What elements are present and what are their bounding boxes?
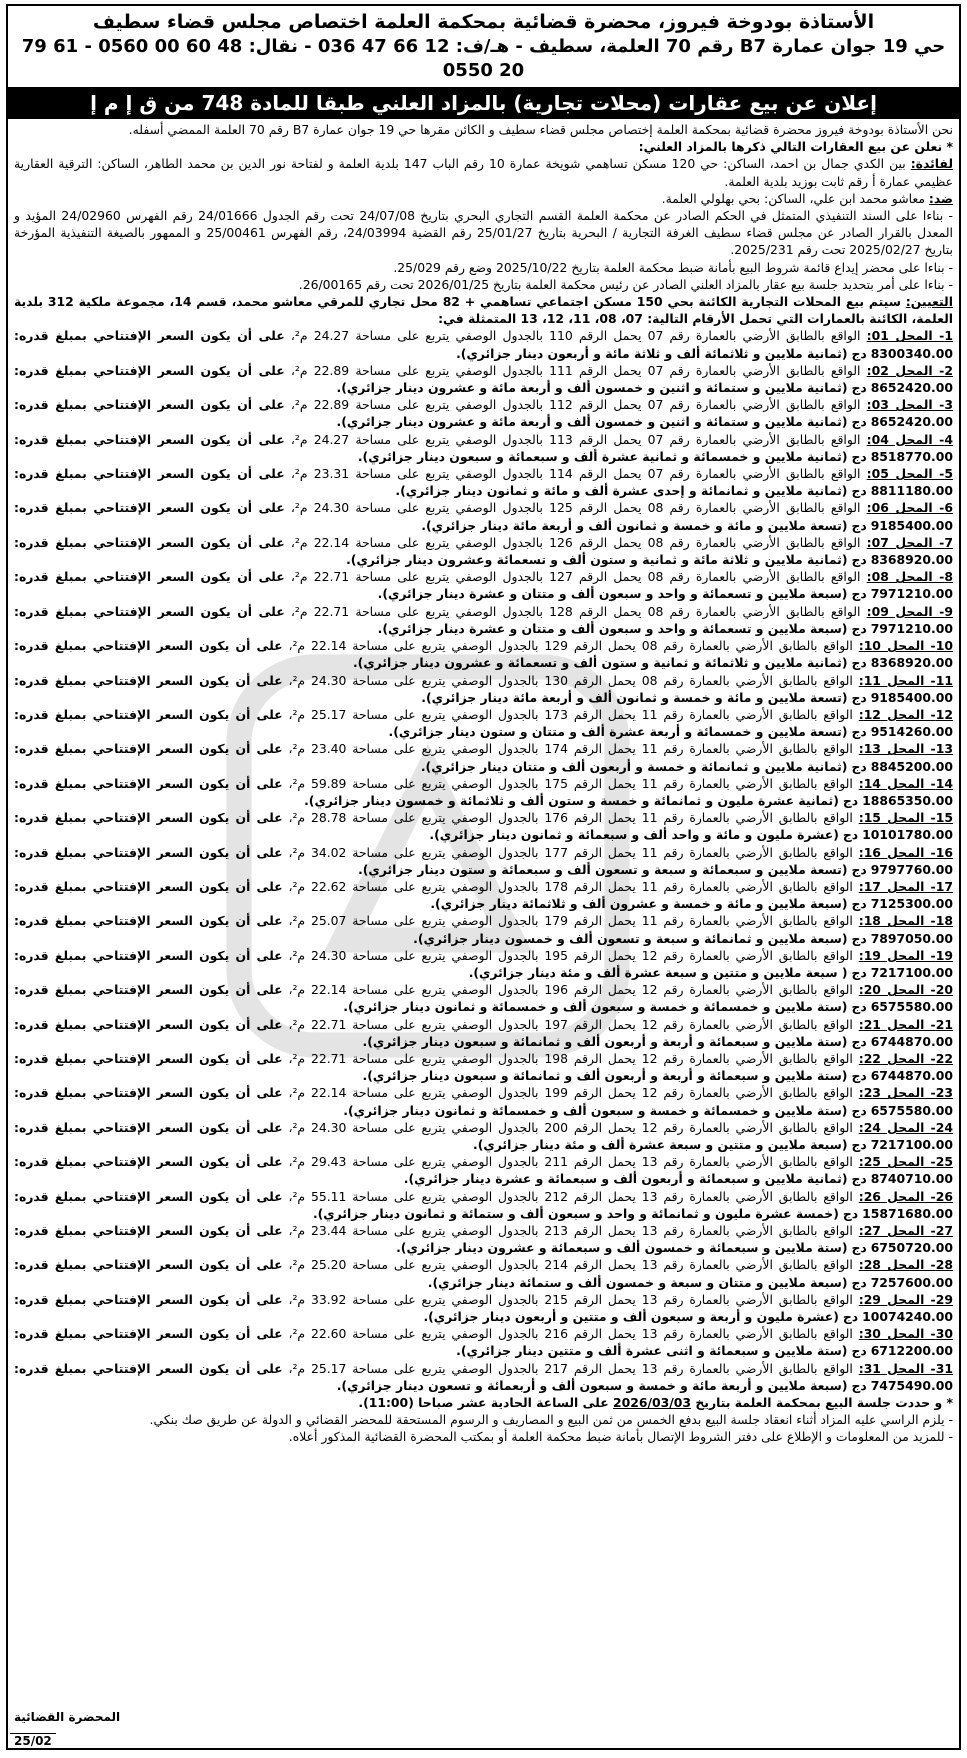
lot-item: [14, 740, 953, 774]
lot-description: الواقع بالطابق الأرضي بالعمارة رقم 07 يحمل الرقم 113 بالجدول الوصفي يتربع على مساحة 24.27 م²،: [290, 431, 861, 447]
lot-label: 31- المحل 31:: [858, 1360, 953, 1376]
lot-amount: 7475490.00: [870, 1377, 953, 1393]
lot-amount-words: (ستة ملايين و خمسمائة و خمسة و سبعون ألف و خمسمائة و ثمانون دينار جزائري).: [343, 999, 848, 1015]
lot-currency: دج: [851, 655, 867, 671]
lot-currency: دج: [851, 1171, 867, 1187]
lot-currency: دج: [851, 517, 867, 533]
lot-item: [14, 672, 953, 706]
lot-description: الواقع بالطابق الأرضي بالعمارة رقم 11 يحمل الرقم 176 بالجدول الوصفي يتربع على مساحة 28.78 م²،: [288, 810, 853, 826]
lot-item: [14, 1188, 953, 1222]
lot-item: [14, 878, 953, 912]
lot-description: الواقع بالطابق الأرضي بالعمارة رقم 11 يحمل الرقم 175 بالجدول الوصفي يتربع على مساحة 59.89 م²،: [288, 775, 853, 791]
lot-price-intro: على أن يكون السعر الإفتتاحي بمبلغ قدره:: [14, 328, 285, 344]
lot-item: [14, 431, 953, 465]
lot-label: 7- المحل 07:: [866, 534, 953, 550]
lot-amount: 6575580.00: [870, 999, 953, 1015]
lot-description: الواقع بالطابق الأرضي بالعمارة رقم 11 يحمل الرقم 178 بالجدول الوصفي يتربع على مساحة 22.62 م²،: [288, 878, 853, 894]
lot-amount-words: (سبعة ملايين و أربعة مائة و خمسة و سبعون ألف و أربعمائة و تسعون دينار جزائري).: [336, 1377, 848, 1393]
lot-currency: دج: [851, 1343, 867, 1359]
lot-amount: 8368920.00: [870, 655, 953, 671]
lot-item: [14, 1050, 953, 1084]
lot-price-intro: على أن يكون السعر الإفتتاحي بمبلغ قدره:: [14, 431, 285, 447]
lot-price-intro: على أن يكون السعر الإفتتاحي بمبلغ قدره:: [14, 706, 283, 722]
lot-description: الواقع بالطابق الأرضي بالعمارة رقم 12 يحمل الرقم 199 بالجدول الوصفي يتربع على مساحة 22.14 م²،: [288, 1085, 853, 1101]
lot-price-intro: على أن يكون السعر الإفتتاحي بمبلغ قدره:: [14, 1085, 283, 1101]
lot-item: [14, 809, 953, 843]
lot-label: 14- المحل 14:: [858, 775, 953, 791]
lot-label: 1- المحل 01:: [866, 328, 953, 344]
designation-paragraph: [14, 293, 953, 327]
lot-amount-words: (ستة ملايين و خمسمائة و خمسة و سبعون ألف و خمسمائة و ثمانون دينار جزائري).: [343, 1102, 848, 1118]
lot-price-intro: على أن يكون السعر الإفتتاحي بمبلغ قدره:: [14, 362, 285, 378]
lot-amount-words: (ثمانية ملايين و ستمائة و اثنين و خمسون ألف و أربعة مائة و عشرون دينار جزائري).: [336, 414, 848, 430]
session-pre: * و حددت جلسة البيع بمحكمة العلمة بتاريخ: [695, 1395, 953, 1411]
lot-amount-words: (خمسة عشرة مليون و ثمانمائة و واحد و سبعون ألف و ستمائة و ثمانون دينار جزائري).: [312, 1205, 839, 1221]
lot-amount-words: (ثمانية ملايين و ستمائة و اثنين و خمسون ألف و أربعة مائة و عشرون دينار جزائري).: [336, 380, 848, 396]
lot-description: الواقع بالطابق الأرضي بالعمارة رقم 08 يحمل الرقم 126 بالجدول الوصفي يتربع على مساحة 22.14 م²،: [290, 534, 861, 550]
lot-label: 28- المحل 28:: [858, 1257, 953, 1273]
lot-description: الواقع بالطابق الأرضي بالعمارة رقم 11 يحمل الرقم 177 بالجدول الوصفي يتربع على مساحة 34.02 م²،: [288, 844, 853, 860]
lot-description: الواقع بالطابق الأرضي بالعمارة رقم 08 يحمل الرقم 130 بالجدول الوصفي يتربع على مساحة 24.30 م²،: [288, 672, 853, 688]
lot-price-intro: على أن يكون السعر الإفتتاحي بمبلغ قدره:: [14, 672, 283, 688]
lot-label: 3- المحل 03:: [866, 397, 953, 413]
lot-currency: دج: [842, 1205, 859, 1221]
lot-amount: 7217100.00: [870, 1136, 953, 1152]
against-label: ضد:: [928, 190, 953, 206]
lot-label: 9- المحل 09:: [866, 603, 953, 619]
lot-amount-words: (ثمانية ملايين و خمسمائة و ثمانية عشرة ألف و سبعمائة و سبعون دينار جزائري).: [357, 448, 848, 464]
lot-price-intro: على أن يكون السعر الإفتتاحي بمبلغ قدره:: [14, 1154, 283, 1170]
lot-currency: دج: [851, 861, 867, 877]
lot-price-intro: على أن يكون السعر الإفتتاحي بمبلغ قدره:: [14, 810, 283, 826]
lot-currency: دج: [851, 758, 867, 774]
lot-amount: 9514260.00: [870, 724, 953, 740]
lot-description: الواقع بالطابق الأرضي بالعمارة رقم 07 يحمل الرقم 112 بالجدول الوصفي يتربع على مساحة 22.89 م²،: [290, 397, 861, 413]
lot-label: 4- المحل 04:: [866, 431, 953, 447]
lot-price-intro: على أن يكون السعر الإفتتاحي بمبلغ قدره:: [14, 569, 285, 585]
lot-item: [14, 568, 953, 602]
lot-item: [14, 844, 953, 878]
office-title: الأستاذة بودوخة فيروز، محضرة قضائية بمحكمة العلمة اختصاص مجلس قضاء سطيف: [92, 11, 875, 33]
lot-price-intro: على أن يكون السعر الإفتتاحي بمبلغ قدره:: [14, 844, 283, 860]
lot-currency: دج: [851, 586, 867, 602]
lot-price-intro: على أن يكون السعر الإفتتاحي بمبلغ قدره:: [14, 1188, 283, 1204]
lot-label: 6- المحل 06:: [866, 500, 953, 516]
lot-amount: 8811180.00: [870, 483, 953, 499]
lot-amount: 6750720.00: [870, 1240, 953, 1256]
lot-price-intro: على أن يكون السعر الإفتتاحي بمبلغ قدره:: [14, 1119, 283, 1135]
signature-label: المحضرة القضائية: [14, 1710, 121, 1724]
lot-label: 25- المحل 25:: [858, 1154, 953, 1170]
lot-amount-words: (ثمانية ملايين و ثلاثة مائة و ثمانية و ستون ألف و تسعمائة وعشرون دينار جزائري).: [346, 552, 848, 568]
note-info: - للمزيد من المعلومات و الإطلاع على دفتر الشروط الإتصال بأمانة ضبط محكمة العلمة أو بمكتب المحضرة القضائية المذكور أعلاه.: [288, 1429, 953, 1445]
lot-item: [14, 912, 953, 946]
lot-item: [14, 637, 953, 671]
lot-amount-words: ( سبعة ملايين و متتين و سبعة عشرة ألف و مئة دينار جزائري).: [468, 964, 848, 980]
lot-price-intro: على أن يكون السعر الإفتتاحي بمبلغ قدره:: [14, 638, 283, 654]
lot-label: 24- المحل 24:: [858, 1119, 953, 1135]
lot-amount: 7125300.00: [870, 896, 953, 912]
lot-amount: 8652420.00: [870, 414, 953, 430]
lot-currency: دج: [851, 1068, 867, 1084]
lot-item: [14, 981, 953, 1015]
lot-amount-words: (سبعة ملايين و ثمانمائة و سبعة و تسعون ألف و خمسون دينار جزائري).: [413, 930, 848, 946]
lot-item: [14, 1119, 953, 1153]
lot-item: [14, 1291, 953, 1325]
designation-label: التعيين:: [905, 294, 953, 310]
basis-paragraph-1: - بناءا على السند التنفيذي المتمثل في الحكم الصادر عن محكمة العلمة القسم التجاري البحري بتاريخ 24/07/08 تحت رقم الجدول 24/01666 رقم الفهرس 24/02960 المؤيد و المعدل بالقرار الصادر عن مجلس قضاء سطيف الغرفة التجارية / البحرية بتاريخ 25/01/27 رقم القضية 24/03994، رقم الفهرس 25/00461 و الممهور بالصيغة التنفيذية المؤرخة بتاريخ 2025/02/27 تحت رقم 2025/231.: [14, 208, 953, 258]
against-paragraph: [14, 190, 953, 207]
lot-amount: 10101780.00: [862, 827, 953, 843]
lot-label: 8- المحل 08:: [866, 569, 953, 585]
lot-label: 2- المحل 02:: [866, 362, 953, 378]
note-payment: - يلزم الراسي عليه المزاد أثناء انعقاد جلسة البيع بدفع الخمس من ثمن البيع و المصاريف و الرسوم المستحقة للمحضر القضائي و الدولة عن طريق صك بنكي.: [149, 1412, 953, 1428]
lot-price-intro: على أن يكون السعر الإفتتاحي بمبلغ قدره:: [14, 741, 283, 757]
lot-description: الواقع بالطابق الأرضي بالعمارة رقم 11 يحمل الرقم 173 بالجدول الوصفي يتربع على مساحة 25.17 م²،: [288, 706, 853, 722]
session-paragraph: [14, 1394, 953, 1411]
lot-currency: دج: [851, 483, 867, 499]
lot-amount: 6712200.00: [870, 1343, 953, 1359]
lot-description: الواقع بالطابق الأرضي بالعمارة رقم 08 يحمل الرقم 128 بالجدول الوصفي يتربع على مساحة 22.71 م²،: [290, 603, 861, 619]
lot-amount: 7971210.00: [870, 586, 953, 602]
lot-amount: 10074240.00: [862, 1309, 953, 1325]
lot-description: الواقع بالطابق الأرضي بالعمارة رقم 07 يحمل الرقم 110 بالجدول الوصفي يتربع على مساحة 24.27 م²،: [290, 328, 861, 344]
against-text: معاشو محمد ابن علي، الساكن: بحي بهلولي العلمة.: [661, 190, 929, 206]
lot-amount: 8845200.00: [870, 758, 953, 774]
lot-description: الواقع بالطابق الأرضي بالعمارة رقم 13 يحمل الرقم 214 بالجدول الوصفي يتربع على مساحة 25.20 م²،: [288, 1257, 853, 1273]
basis-paragraph-3: - بناءا على أمر بتحديد جلسة بيع عقار بالمزاد العلني الصادر عن رئيس محكمة العلمة بتاريخ 2026/01/25 تحت رقم 26/00165.: [298, 276, 953, 292]
lot-label: 10- المحل 10:: [858, 638, 953, 654]
lot-amount: 18865350.00: [862, 792, 953, 808]
lot-label: 30- المحل 30:: [858, 1326, 953, 1342]
header: [8, 6, 959, 83]
lot-description: الواقع بالطابق الأرضي بالعمارة رقم 12 يحمل الرقم 196 بالجدول الوصفي يتربع على مساحة 22.14 م²،: [288, 982, 853, 998]
lot-description: الواقع بالطابق الأرضي بالعمارة رقم 13 يحمل الرقم 211 بالجدول الوصفي يتربع على مساحة 29.43 م²،: [288, 1154, 853, 1170]
lot-amount-words: (سبعة ملايين و متتين و سبعة عشرة ألف و مئة دينار جزائري).: [473, 1136, 848, 1152]
lot-description: الواقع بالطابق الأرضي بالعمارة رقم 11 يحمل الرقم 179 بالجدول الوصفي يتربع على مساحة 25.07 م²،: [288, 913, 853, 929]
lot-currency: دج: [851, 1136, 867, 1152]
lot-price-intro: على أن يكون السعر الإفتتاحي بمبلغ قدره:: [14, 982, 283, 998]
lot-label: 27- المحل 27:: [858, 1223, 953, 1238]
intro-announcement: * نعلن عن بيع العقارات التالي ذكرها بالمزاد العلني:: [638, 139, 953, 155]
lot-label: 16- المحل 16:: [858, 844, 953, 860]
lot-currency: دج: [842, 792, 859, 808]
lot-currency: دج: [851, 930, 867, 946]
lot-item: [14, 1084, 953, 1118]
lot-item: [14, 396, 953, 430]
lot-item: [14, 534, 953, 568]
lot-description: الواقع بالطابق الأرضي بالعمارة رقم 13 يحمل الرقم 215 بالجدول الوصفي يتربع على مساحة 33.92 م²،: [288, 1291, 853, 1307]
lot-currency: دج: [842, 827, 859, 843]
lot-description: الواقع بالطابق الأرضي بالعمارة رقم 07 يحمل الرقم 114 بالجدول الوصفي يتربع على مساحة 23.31 م²،: [290, 466, 861, 482]
lot-currency: دج: [851, 448, 867, 464]
lot-amount-words: (ثمانية ملايين و ثلاثمائة و ثمانية و ستون ألف و تسعمائة و عشرون دينار جزائري).: [352, 655, 848, 671]
lot-price-intro: على أن يكون السعر الإفتتاحي بمبلغ قدره:: [14, 397, 285, 413]
lot-amount-words: (ستة ملايين و سبعمائة و أربعة و أربعون ألف و ثمانمائة و سبعون دينار جزائري).: [362, 1068, 848, 1084]
lot-price-intro: على أن يكون السعر الإفتتاحي بمبلغ قدره:: [14, 1223, 283, 1238]
lot-amount: 8740710.00: [870, 1171, 953, 1187]
lot-label: 17- المحل 17:: [858, 878, 953, 894]
lot-currency: دج: [851, 896, 867, 912]
lot-item: [14, 362, 953, 396]
lot-label: 29- المحل 29:: [858, 1291, 953, 1307]
beneficiary-paragraph: [14, 155, 953, 189]
footer: [8, 1708, 959, 1748]
notice-page: [6, 4, 961, 1750]
lot-price-intro: على أن يكون السعر الإفتتاحي بمبلغ قدره:: [14, 1326, 283, 1342]
lot-price-intro: على أن يكون السعر الإفتتاحي بمبلغ قدره:: [14, 1360, 283, 1376]
office-address: حي 19 جوان عمارة B7 رقم 70 العلمة، سطيف - هـ/ف: 12 66 47 036 - نقال: 48 60 00 0560 - 61 79 20 0550: [21, 36, 946, 81]
lot-price-intro: على أن يكون السعر الإفتتاحي بمبلغ قدره:: [14, 603, 285, 619]
lot-price-intro: على أن يكون السعر الإفتتاحي بمبلغ قدره:: [14, 947, 283, 963]
lot-amount: 6575580.00: [870, 1102, 953, 1118]
lot-label: 20- المحل 20:: [858, 982, 953, 998]
lot-item: [14, 1153, 953, 1187]
session-date: 2026/03/03: [613, 1395, 692, 1411]
lot-label: 11- المحل 11:: [858, 672, 953, 688]
lot-amount-words: (عشرة مليون و أربعة و سبعون ألف و متتين و أربعون دينار جزائري).: [423, 1309, 839, 1325]
lot-amount-words: (عشرة مليون و مائة و واحد ألف و سبعمائة و ثمانون دينار جزائري).: [429, 827, 839, 843]
lot-amount-words: (سبعة ملايين و تسعمائة و واحد و سبعون ألف و متتان و عشرة دينار جزائري).: [377, 620, 848, 636]
lot-description: الواقع بالطابق الأرضي بالعمارة رقم 12 يحمل الرقم 200 بالجدول الوصفي يتربع على مساحة 24.30 م²،: [288, 1119, 853, 1135]
designation-text: سيتم بيع المحلات التجارية الكائنة بحي 150 مسكن اجتماعي تساهمي + 82 محل تجاري للمرقي معاشو محمد، قسم 14، مجموعة ملكية 312 بلدية العلمة، الكائنة بالعمارات التي تحمل الأرقام التالية: 07، 08، 11، 12، 13 المتمثلة في:: [14, 294, 953, 327]
lot-item: [14, 775, 953, 809]
lot-amount-words: (ثمانية ملايين و ثمانمائة و خمسة و أربعون ألف و متتان دينار جزائري).: [420, 758, 848, 774]
lot-label: 18- المحل 18:: [858, 913, 953, 929]
lot-description: الواقع بالطابق الأرضي بالعمارة رقم 12 يحمل الرقم 195 بالجدول الوصفي يتربع على مساحة 24.30 م²،: [288, 947, 853, 963]
lot-amount-words: (تسعة ملايين و مائة و خمسة و ثمانون ألف و أربعة مائة دينار جزائري).: [421, 517, 848, 533]
session-post: على الساعة الحادية عشر صباحا (11:00).: [358, 1395, 609, 1411]
lot-description: الواقع بالطابق الأرضي بالعمارة رقم 13 يحمل الرقم 213 بالجدول الوصفي يتربع على مساحة 23.44 م²،: [288, 1223, 853, 1238]
lot-price-intro: على أن يكون السعر الإفتتاحي بمبلغ قدره:: [14, 1257, 283, 1273]
lot-amount: 6744870.00: [870, 1033, 953, 1049]
lot-description: الواقع بالطابق الأرضي بالعمارة رقم 13 يحمل الرقم 217 بالجدول الوصفي يتربع على مساحة 25.17 م²،: [288, 1360, 853, 1376]
lot-currency: دج: [851, 380, 867, 396]
lot-description: الواقع بالطابق الأرضي بالعمارة رقم 08 يحمل الرقم 129 بالجدول الوصفي يتربع على مساحة 22.14 م²،: [288, 638, 853, 654]
lot-amount: 7897050.00: [870, 930, 953, 946]
lot-item: [14, 1222, 953, 1256]
lot-amount-words: (ستة ملايين و سبعمائة و خمسون ألف و سبعمائة و عشرون دينار جزائري).: [396, 1240, 848, 1256]
lot-price-intro: على أن يكون السعر الإفتتاحي بمبلغ قدره:: [14, 534, 285, 550]
lot-amount: 6744870.00: [870, 1068, 953, 1084]
lot-item: [14, 603, 953, 637]
lot-amount-words: (سبعة ملايين و مائة و خمسة و عشرون ألف و ثلاثمائة دينار جزائري).: [430, 896, 848, 912]
lot-amount: 9185400.00: [870, 517, 953, 533]
lot-amount: 8300340.00: [870, 345, 953, 361]
lot-amount-words: (تسعة ملايين و خمسمائة و أربعة عشرة ألف و متتان و ستون دينار جزائري).: [388, 724, 848, 740]
lot-price-intro: على أن يكون السعر الإفتتاحي بمبلغ قدره:: [14, 1016, 283, 1032]
lot-amount-words: (سبعة ملايين و متتان و سبعة و خمسون ألف و ستمائة دينار جزائري).: [427, 1274, 848, 1290]
lot-currency: دج: [851, 724, 867, 740]
lot-description: الواقع بالطابق الأرضي بالعمارة رقم 12 يحمل الرقم 198 بالجدول الوصفي يتربع على مساحة 22.71 م²،: [288, 1050, 853, 1066]
lot-currency: دج: [851, 414, 867, 430]
lot-amount: 7217100.00: [870, 964, 953, 980]
lot-amount-words: (ثمانية ملايين و ثلاثمائة ألف و ثلاثة مائة و أربعون دينار جزائري).: [456, 345, 848, 361]
lot-label: 13- المحل 13:: [858, 741, 953, 757]
lot-amount-words: (ثمانية عشرة مليون و ثمانمائة و خمسة و ستون ألف و ثلاثمائة و خمسون دينار جزائري).: [304, 792, 839, 808]
lot-amount-words: (تسعة ملايين و سبعمائة و سبعة و تسعون ألف و سبعمائة و ستون دينار جزائري).: [358, 861, 848, 877]
lot-price-intro: على أن يكون السعر الإفتتاحي بمبلغ قدره:: [14, 466, 285, 482]
lot-amount-words: (ستة ملايين و سبعمائة و اثنى عشرة ألف و متتين دينار جزائري).: [456, 1343, 848, 1359]
lot-amount-words: (ستة ملايين و سبعمائة و أربعة و أربعون ألف و ثمانمائة و سبعون دينار جزائري).: [362, 1033, 848, 1049]
lot-label: 23- المحل 23:: [858, 1085, 953, 1101]
lot-price-intro: على أن يكون السعر الإفتتاحي بمبلغ قدره:: [14, 913, 283, 929]
lot-item: [14, 1256, 953, 1290]
lot-label: 12- المحل 12:: [858, 706, 953, 722]
lot-label: 5- المحل 05:: [866, 466, 953, 482]
lot-price-intro: على أن يكون السعر الإفتتاحي بمبلغ قدره:: [14, 775, 283, 791]
lot-currency: دج: [851, 1033, 867, 1049]
lot-amount: 9185400.00: [870, 689, 953, 705]
lot-price-intro: على أن يكون السعر الإفتتاحي بمبلغ قدره:: [14, 878, 283, 894]
lot-currency: دج: [851, 620, 867, 636]
lot-description: الواقع بالطابق الأرضي بالعمارة رقم 08 يحمل الرقم 125 بالجدول الوصفي يتربع على مساحة 24.30 م²،: [290, 500, 861, 516]
lot-amount: 9797760.00: [870, 861, 953, 877]
lot-description: الواقع بالطابق الأرضي بالعمارة رقم 08 يحمل الرقم 127 بالجدول الوصفي يتربع على مساحة 22.71 م²،: [290, 569, 861, 585]
lot-currency: دج: [851, 1274, 867, 1290]
lot-description: الواقع بالطابق الأرضي بالعمارة رقم 13 يحمل الرقم 212 بالجدول الوصفي يتربع على مساحة 55.11 م²،: [288, 1188, 853, 1204]
lot-description: الواقع بالطابق الأرضي بالعمارة رقم 13 يحمل الرقم 216 بالجدول الوصفي يتربع على مساحة 22.60 م²،: [288, 1326, 853, 1342]
lot-currency: دج: [851, 689, 867, 705]
lot-item: [14, 1016, 953, 1050]
notice-banner: إعلان عن بيع عقارات (محلات تجارية) بالمزاد العلني طبقا للمادة 748 من ق إ م إ: [8, 87, 959, 119]
footer-code: 25/02: [10, 1733, 56, 1748]
lot-currency: دج: [851, 552, 867, 568]
lot-amount-words: (سبعة ملايين و تسعمائة و واحد و سبعون ألف و متتان و عشرة دينار جزائري).: [377, 586, 848, 602]
notice-body: [8, 121, 959, 1446]
lot-amount: 15871680.00: [862, 1205, 953, 1221]
lot-amount-words: (تسعة ملايين و مائة و خمسة و ثمانون ألف و أربعة مائة دينار جزائري).: [421, 689, 848, 705]
lot-item: [14, 1360, 953, 1394]
lot-item: [14, 1325, 953, 1359]
lot-currency: دج: [851, 1102, 867, 1118]
lot-label: 21- المحل 21:: [858, 1016, 953, 1032]
lot-currency: دج: [851, 1377, 867, 1393]
lot-label: 26- المحل 26:: [858, 1188, 953, 1204]
lot-currency: دج: [851, 345, 867, 361]
lot-item: [14, 706, 953, 740]
lot-amount-words: (ثمانية ملايين و ثمانمائة و إحدى عشرة ألف و مائة و ثمانون دينار جزائري).: [395, 483, 848, 499]
lot-amount: 8518770.00: [870, 448, 953, 464]
lots-list: [14, 327, 953, 1394]
lot-amount: 7257600.00: [870, 1274, 953, 1290]
lot-description: الواقع بالطابق الأرضي بالعمارة رقم 11 يحمل الرقم 174 بالجدول الوصفي يتربع على مساحة 23.40 م²،: [288, 741, 853, 757]
lot-item: [14, 499, 953, 533]
lot-amount: 8368920.00: [870, 552, 953, 568]
lot-label: 22- المحل 22:: [858, 1050, 953, 1066]
lot-amount-words: (ثمانية ملايين و سبعمائة و أربعون ألف و سبعمائة و عشرة دينار جزائري).: [403, 1171, 848, 1187]
lot-description: الواقع بالطابق الأرضي بالعمارة رقم 12 يحمل الرقم 197 بالجدول الوصفي يتربع على مساحة 22.71 م²،: [288, 1016, 853, 1032]
lot-description: الواقع بالطابق الأرضي بالعمارة رقم 07 يحمل الرقم 111 بالجدول الوصفي يتربع على مساحة 22.89 م²،: [290, 362, 861, 378]
lot-currency: دج: [842, 1309, 859, 1325]
lot-price-intro: على أن يكون السعر الإفتتاحي بمبلغ قدره:: [14, 1050, 283, 1066]
lot-currency: دج: [851, 1240, 867, 1256]
lot-item: [14, 327, 953, 361]
beneficiary-text: بين الكدي جمال بن احمد، الساكن: حي 120 مسكن تساهمي شويخة عمارة 10 رقم الباب 147 بلدية العلمة و لفتاحة نور الدين بن محمد الطاهر، الساكن: الترقية العقارية عظيمي عمارة أ رقم ثابت بوزيد بلدية العلمة.: [14, 156, 953, 189]
lot-amount: 7971210.00: [870, 620, 953, 636]
lot-item: [14, 465, 953, 499]
lot-label: 15- المحل 15:: [858, 810, 953, 826]
lot-price-intro: على أن يكون السعر الإفتتاحي بمبلغ قدره:: [14, 1291, 283, 1307]
basis-paragraph-2: - بناءا على محضر إيداع قائمة شروط البيع بأمانة ضبط محكمة العلمة بتاريخ 2025/10/22 وضع رقم 25/029.: [393, 259, 953, 275]
lot-currency: دج: [851, 964, 867, 980]
beneficiary-label: لفائدة:: [910, 156, 953, 172]
lot-amount: 8652420.00: [870, 380, 953, 396]
lot-label: 19- المحل 19:: [858, 947, 953, 963]
lot-price-intro: على أن يكون السعر الإفتتاحي بمبلغ قدره:: [14, 500, 285, 516]
intro-paragraph: نحن الأستاذة بودوخة فيروز محضرة قضائية بمحكمة العلمة إختصاص مجلس قضاء سطيف و الكائن مقرها حي 19 جوان عمارة B7 رقم 70 العلمة الممضي أسفله.: [128, 122, 953, 137]
lot-currency: دج: [851, 999, 867, 1015]
lot-item: [14, 947, 953, 981]
